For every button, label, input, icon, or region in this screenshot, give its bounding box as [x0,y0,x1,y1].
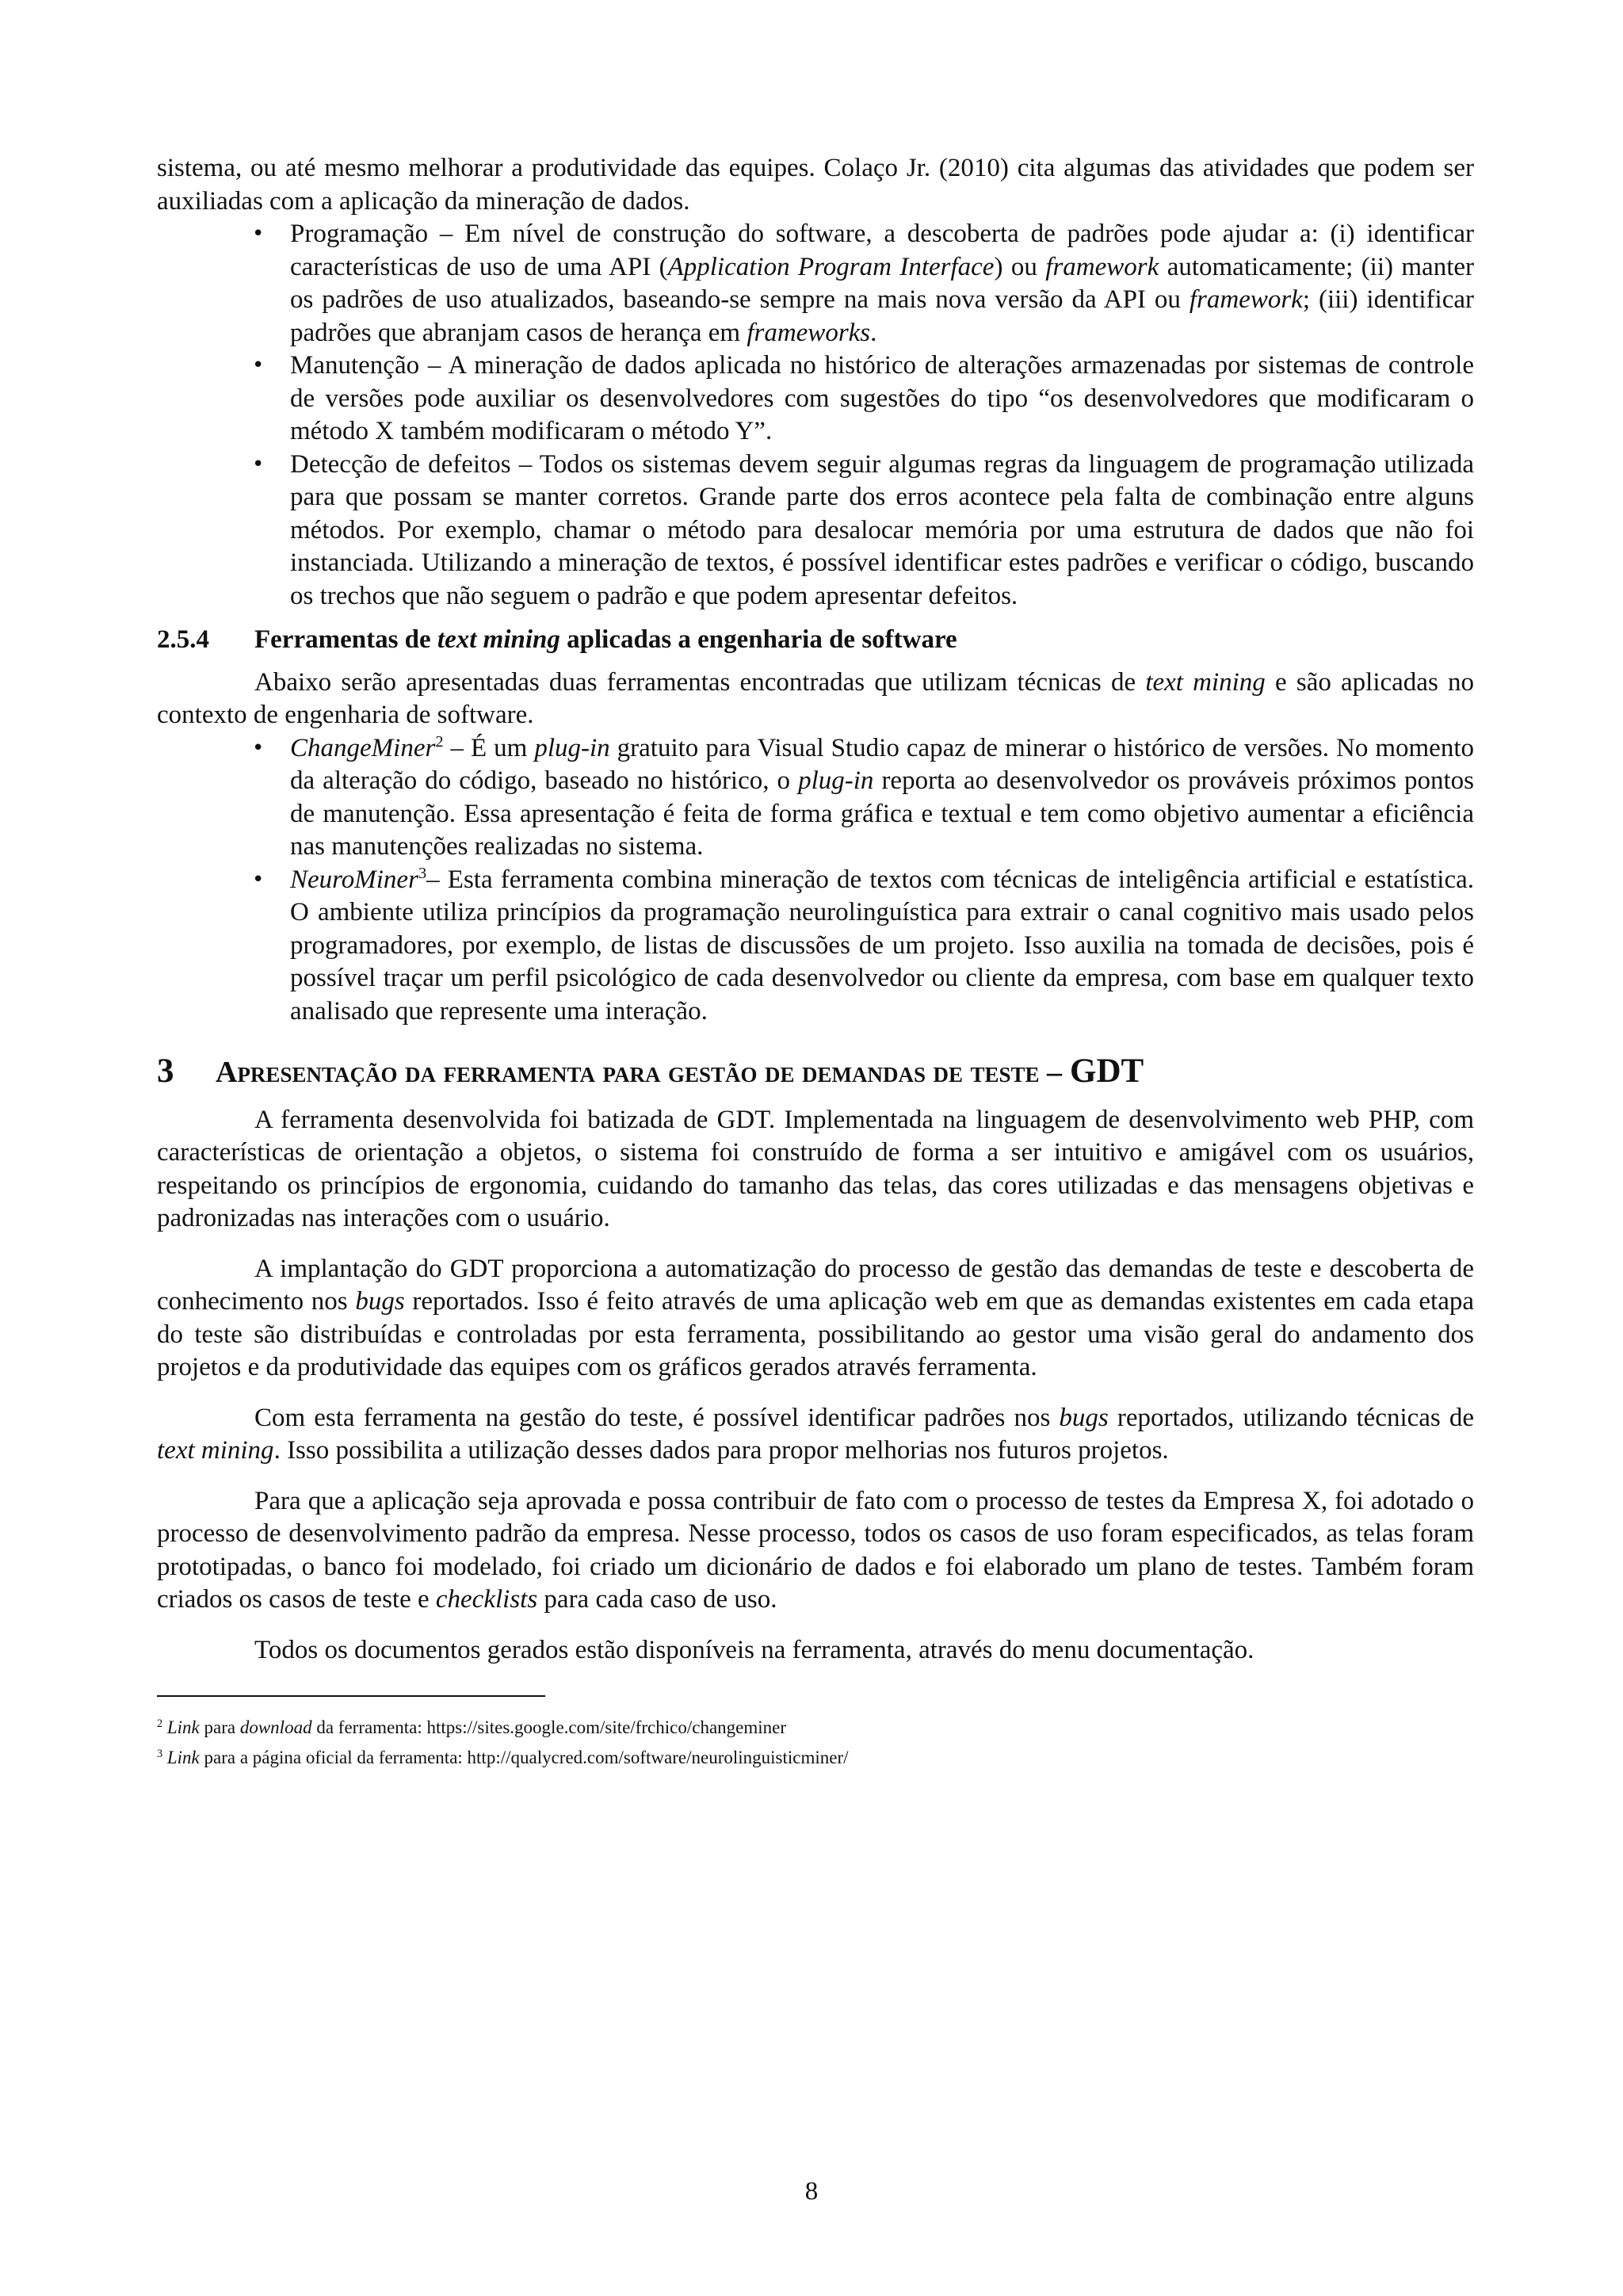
chapter-title-acronym: GDT [1070,1052,1144,1090]
activities-list [157,218,1474,613]
list-item-manutencao: • Manutenção – A mineração de dados aplicada no histórico de alterações armazenadas por sistemas de controle de versões pode auxiliar os desenvolvedores com sugestões do tipo “os desenvolvedores que modificaram o método X também modificaram o método Y”. [252,351,1474,445]
body-paragraph-2: A implantação do GDT proporciona a automatização do processo de gestão das demandas de teste e descoberta de conhecimento nos bugs reportados. Isso é feito através de uma aplicação web em que as demandas existentes em cada etapa do teste são distribuídas e controladas por esta ferramenta, possibilitando ao gestor uma visão geral do andamento dos projetos e da produtividade das equipes com os gráficos gerados através ferramenta. [157,1254,1474,1381]
bullet-icon: • [252,867,265,892]
section-number: 2.5.4 [157,625,209,654]
section-heading-2-5-4 [157,624,1474,657]
body-paragraph-4: Para que a aplicação seja aprovada e possa contribuir de fato com o processo de testes da Empresa X, foi adotado o processo de desenvolvimento padrão da empresa. Nesse processo, todos os casos de uso foram especificados, as telas foram prototipadas, o banco foi modelado, foi criado um dicionário de dados e foi elaborado um plano de testes. Também foram criados os casos de teste e checklists para cada caso de uso. [157,1486,1474,1614]
body-paragraph-3: Com esta ferramenta na gestão do teste, é possível identificar padrões nos bugs reportados, utilizando técnicas de text mining. Isso possibilita a utilização desses dados para propor melhorias nos futuros projetos. [157,1403,1474,1465]
chapter-heading-3 [157,1052,1474,1090]
tools-intro-paragraph: Abaixo serão apresentadas duas ferramentas encontradas que utilizam técnicas de text mining e são aplicadas no contexto de engenharia de software. [157,667,1474,729]
chapter-number: 3 [157,1052,174,1090]
chapter-title: Apresentação da ferramenta para gestão de demandas de teste – [216,1056,1063,1089]
footnotes [157,1714,1474,1771]
body-paragraph-5: Todos os documentos gerados estão disponíveis na ferramenta, através do menu documentação. [254,1635,1254,1664]
section-title: Ferramentas de text mining aplicadas a engenharia de software [254,625,957,654]
list-item-programacao: • Programação – Em nível de construção do software, a descoberta de padrões pode ajudar a: (i) identificar características de uso de uma API (Application Program Interface) ou framework automaticamente; (ii) manter os padrões de uso atualizados, baseando-se sempre na mais nova versão da API ou framework; (iii) identificar padrões que abranjam casos de herança em frameworks. [252,220,1475,347]
footnote-3: $^3$ Link para a página oficial da ferramenta: http://qualycred.com/software/neurolinguisticminer/ [157,1748,849,1767]
intro-paragraph: sistema, ou até mesmo melhorar a produtividade das equipes. Colaço Jr. (2010) cita algumas das atividades que podem ser auxiliadas com a aplicação da mineração de dados. [157,154,1474,216]
footnote-divider [157,1695,545,1697]
bullet-icon: • [252,222,265,246]
footnote-ref-2: 2 [435,733,444,751]
footnote-ref-3: 3 [418,865,427,883]
document-page [157,152,1474,1775]
list-item-deteccao: • Detecção de defeitos – Todos os sistemas devem seguir algumas regras da linguagem de programação utilizada para que possam se manter corretos. Grande parte dos erros acontece pela falta de combinação entre alguns métodos. Por exemplo, chamar o método para desalocar memória por uma estrutura de dados que não foi instanciada. Utilizando a mineração de textos, é possível identificar estes padrões e verificar o código, buscando os trechos que não seguem o padrão e que podem apresentar defeitos. [252,449,1474,610]
list-item-changeminer: • ChangeMiner$^2$ – É um plug-in gratuito para Visual Studio capaz de minerar o histórico de versões. No momento da alteração do código, baseado no histórico, o plug-in reporta ao desenvolvedor os prováveis próximos pontos de manutenção. Essa apresentação é feita de forma gráfica e textual e tem como objetivo aumentar a eficiência nas manutenções realizadas no sistema. [252,733,1474,861]
bullet-icon: • [252,452,265,476]
footnote-2: $^2$ Link para download da ferramenta: https://sites.google.com/site/frchico/changeminer [157,1717,787,1737]
page-number: 8 [804,2177,819,2206]
body-paragraph-1: A ferramenta desenvolvida foi batizada de GDT. Implementada na linguagem de desenvolvimento web PHP, com características de orientação a objetos, o sistema foi construído de forma a ser intuitivo e amigável com os usuários, respeitando os princípios de ergonomia, cuidando do tamanho das telas, das cores utilizadas e das mensagens objetivas e padronizadas nas interações com o usuário. [157,1105,1474,1232]
list-item-neurominer: • NeuroMiner$^3$– Esta ferramenta combina mineração de textos com técnicas de inteligência artificial e estatística. O ambiente utiliza princípios da programação neurolinguística para extrair o canal cognitivo mais usado pelos programadores, por exemplo, de listas de discussões de um projeto. Isso auxilia na tomada de decisões, pois é possível traçar um perfil psicológico de cada desenvolvedor ou cliente da empresa, com base em qualquer texto analisado que represente uma interação. [252,865,1474,1026]
bullet-icon: • [252,735,265,760]
bullet-icon: • [252,353,265,377]
tools-list [157,732,1474,1029]
